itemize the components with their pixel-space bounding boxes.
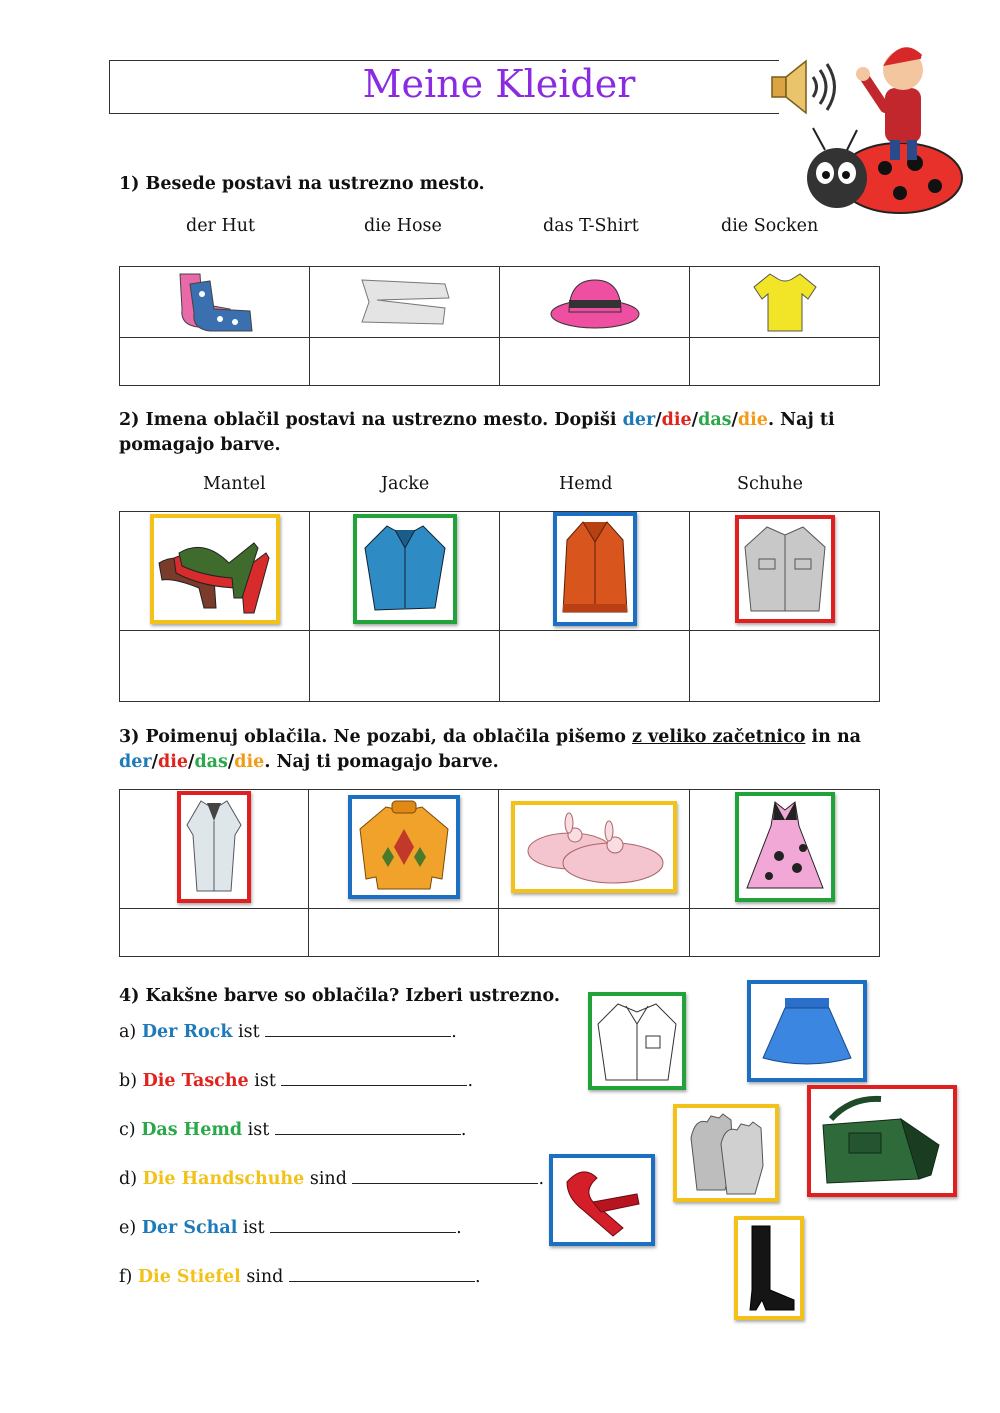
article-das: das — [698, 410, 732, 430]
word-schuhe[interactable]: Schuhe — [737, 474, 803, 494]
word-das-tshirt[interactable]: das T-Shirt — [543, 216, 639, 236]
answer-cell[interactable] — [690, 631, 880, 702]
article-die: die — [158, 752, 189, 772]
section1-table — [119, 266, 880, 386]
answer-blank[interactable] — [275, 1120, 461, 1135]
sentence-f: f) Die Stiefel sind . — [119, 1267, 481, 1287]
article-das: das — [194, 752, 228, 772]
page-title: Meine Kleider — [362, 62, 636, 106]
answer-cell[interactable] — [120, 909, 309, 957]
hat-picture — [500, 267, 690, 338]
bag-picture — [807, 1085, 957, 1197]
skirt-picture — [747, 980, 867, 1082]
answer-cell[interactable] — [500, 631, 690, 702]
ladybug-mascot — [795, 28, 965, 218]
article-die: die — [661, 410, 692, 430]
article-der: der — [119, 752, 152, 772]
white-shirt-picture — [588, 992, 686, 1090]
scarf-picture — [549, 1154, 655, 1246]
section2-table — [119, 511, 880, 702]
section1-heading: 1) Besede postavi na ustrezno mesto. — [119, 174, 485, 194]
boot-picture — [734, 1216, 804, 1320]
underlined-text: z veliko začetnico — [632, 727, 806, 747]
coat-picture — [553, 512, 637, 626]
answer-cell[interactable] — [310, 631, 500, 702]
socks-picture — [120, 267, 310, 338]
answer-cell[interactable] — [690, 338, 880, 386]
shoes-picture — [150, 514, 280, 624]
trousers-picture — [310, 267, 500, 338]
word-die-hose[interactable]: die Hose — [364, 216, 442, 236]
blouse-picture — [177, 791, 251, 903]
answer-blank[interactable] — [289, 1267, 475, 1282]
word-der-hut[interactable]: der Hut — [186, 216, 256, 236]
answer-blank[interactable] — [352, 1169, 538, 1184]
answer-blank[interactable] — [281, 1071, 467, 1086]
section2-heading: 2) Imena oblačil postavi na ustrezno mesto. Dopiši der/die/das/die. Naj ti pomagajo barve. — [119, 410, 835, 455]
sentence-b: b) Die Tasche ist . — [119, 1071, 474, 1091]
word-die-socken[interactable]: die Socken — [721, 216, 819, 236]
article-die-plural: die — [234, 752, 265, 772]
section3-table — [119, 789, 880, 957]
word-mantel[interactable]: Mantel — [203, 474, 266, 494]
word-jacke[interactable]: Jacke — [381, 474, 430, 494]
answer-blank[interactable] — [265, 1022, 451, 1037]
article-die-plural: die — [737, 410, 768, 430]
dress-picture — [735, 792, 835, 902]
tshirt-picture — [690, 267, 880, 338]
word-hemd[interactable]: Hemd — [559, 474, 613, 494]
shirt-picture — [353, 514, 457, 624]
answer-cell[interactable] — [120, 338, 310, 386]
answer-cell[interactable] — [120, 631, 310, 702]
answer-cell[interactable] — [499, 909, 690, 957]
answer-cell[interactable] — [309, 909, 499, 957]
section4-heading: 4) Kakšne barve so oblačila? Izberi ustrezno. — [119, 986, 560, 1006]
sentence-d: d) Die Handschuhe sind . — [119, 1169, 545, 1189]
section3-heading: 3) Poimenuj oblačila. Ne pozabi, da oblačila pišemo z veliko začetnico in na der/die/das/die. Naj ti pomagajo barve. — [119, 727, 862, 772]
gloves-picture — [673, 1104, 779, 1202]
answer-blank[interactable] — [270, 1218, 456, 1233]
sentence-c: c) Das Hemd ist . — [119, 1120, 467, 1140]
article-der: der — [622, 410, 656, 430]
answer-cell[interactable] — [690, 909, 880, 957]
jacket-picture — [735, 515, 835, 623]
sentence-a: a) Der Rock ist . — [119, 1022, 457, 1042]
sentence-e: e) Der Schal ist . — [119, 1218, 462, 1238]
answer-cell[interactable] — [500, 338, 690, 386]
sweater-picture — [348, 795, 460, 899]
answer-cell[interactable] — [310, 338, 500, 386]
slippers-picture — [511, 801, 677, 893]
